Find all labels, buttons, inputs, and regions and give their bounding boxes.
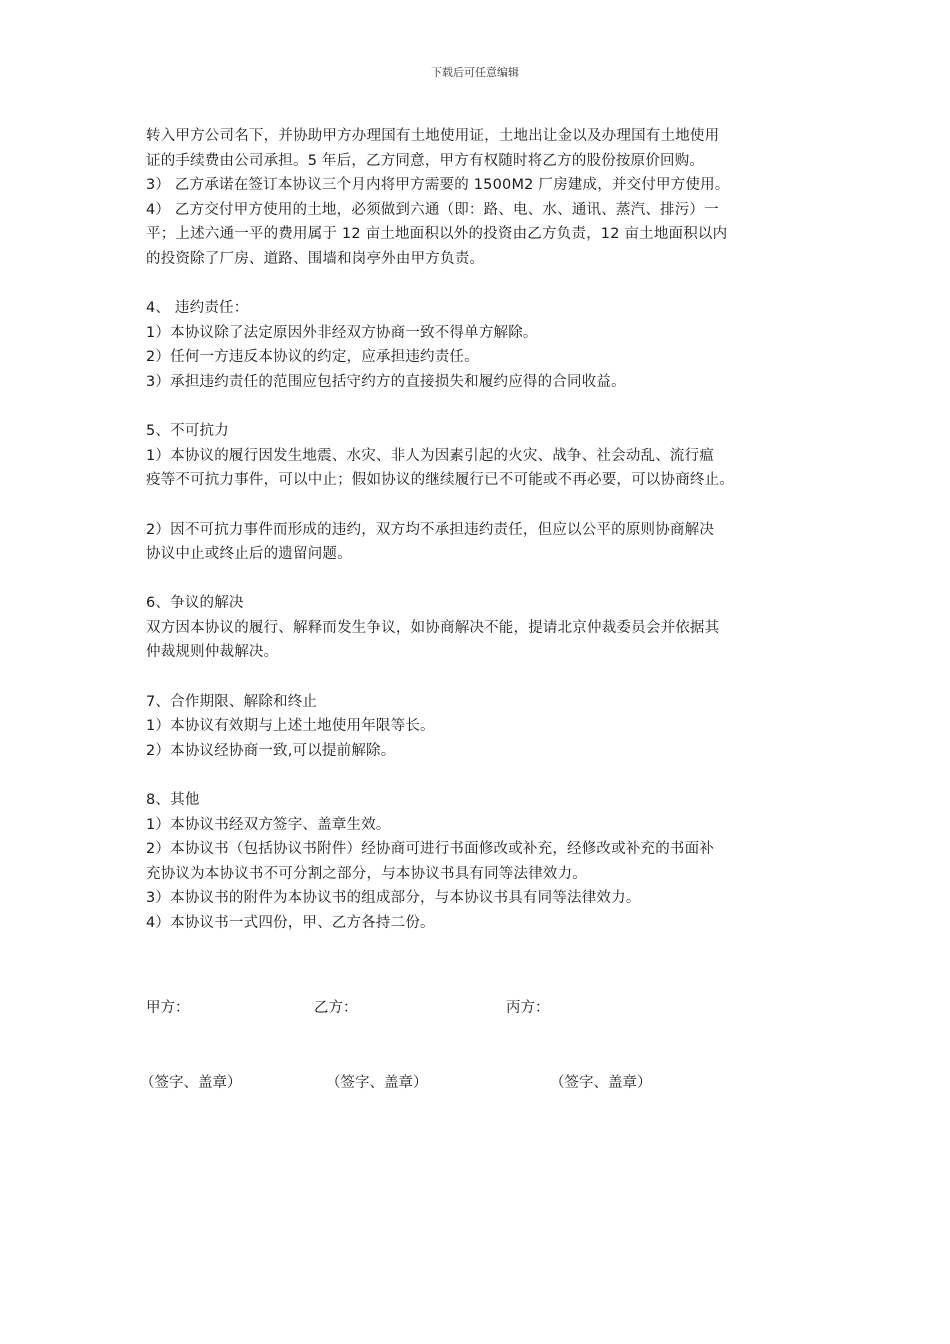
body-line: 4）本协议书一式四份，甲、乙方各持二份。 xyxy=(146,915,435,931)
party-c-label: 丙方： xyxy=(506,1000,550,1016)
page-header: 下载后可任意编辑 xyxy=(431,66,519,79)
blank-line xyxy=(146,763,826,788)
body-line: 2）因不可抗力事件而形成的违约，双方均不承担违约责任，但应以公平的原则协商解决 xyxy=(146,521,715,538)
body-line: 4） 乙方交付甲方使用的土地，必须做到六通（即：路、电、水、通讯、蒸汽、排污）一 xyxy=(146,201,719,218)
body-line: 协议中止或终止后的遗留问题。 xyxy=(146,546,352,563)
body-line: 1）本协议书经双方签字、盖章生效。 xyxy=(146,816,391,833)
body-line: 双方因本协议的履行、解释而发生争议，如协商解决不能，提请北京仲裁委员会并依据其 xyxy=(146,619,720,636)
body-line: 1）本协议除了法定原因外非经双方协商一致不得单方解除。 xyxy=(146,324,538,341)
blank-line xyxy=(146,493,826,518)
section-heading: 6、争议的解决 xyxy=(146,595,244,612)
blank-line xyxy=(146,395,826,420)
body-line: 转入甲方公司名下，并协助甲方办理国有土地使用证，土地出让金以及办理国有土地使用 xyxy=(146,128,720,144)
blank-line xyxy=(146,665,826,690)
body-line: 3）本协议书的附件为本协议书的组成部分，与本协议书具有同等法律效力。 xyxy=(146,890,641,907)
body-line: 2）本协议经协商一致,可以提前解除。 xyxy=(146,742,396,759)
party-b-seal-note: （签字、盖章） xyxy=(326,1075,428,1091)
party-c-seal-note: （签字、盖章） xyxy=(550,1075,652,1091)
body-line: 2）本协议书（包括协议书附件）经协商可进行书面修改或补充，经修改或补充的书面补 xyxy=(146,841,715,858)
section-heading: 8、其他 xyxy=(146,792,200,809)
document-body xyxy=(146,124,826,936)
body-line: 1）本协议的履行因发生地震、水灾、非人为因素引起的火灾、战争、社会动乱、流行瘟 xyxy=(146,447,715,464)
party-a-seal-note: （签字、盖章） xyxy=(140,1075,242,1091)
party-b-label: 乙方： xyxy=(314,1000,358,1016)
section-heading: 4、 违约责任： xyxy=(146,300,249,317)
body-line: 的投资除了厂房、道路、围墙和岗亭外由甲方负责。 xyxy=(146,250,485,267)
body-line: 平；上述六通一平的费用属于 12 亩土地面积以外的投资由乙方负责，12 亩土地面积以内 xyxy=(146,226,728,243)
blank-line xyxy=(146,567,826,592)
body-line: 仲裁规则仲裁解决。 xyxy=(146,644,279,661)
body-line: 1）本协议有效期与上述土地使用年限等长。 xyxy=(146,718,435,735)
section-heading: 7、合作期限、解除和终止 xyxy=(146,693,318,710)
party-a-label: 甲方： xyxy=(146,1000,190,1016)
body-line: 充协议为本协议书不可分割之部分，与本协议书具有同等法律效力。 xyxy=(146,865,587,882)
body-line: 3） 乙方承诺在签订本协议三个月内将甲方需要的 1500M2 厂房建成，并交付甲方使用。 xyxy=(146,177,730,194)
body-line: 2）任何一方违反本协议的约定，应承担违约责任。 xyxy=(146,349,479,366)
blank-line xyxy=(146,272,826,297)
body-line: 疫等不可抗力事件，可以中止；假如协议的继续履行已不可能或不再必要，可以协商终止。 xyxy=(146,472,734,489)
body-line: 3）承担违约责任的范围应包括守约方的直接损失和履约应得的合同收益。 xyxy=(146,373,626,390)
section-heading: 5、不可抗力 xyxy=(146,423,229,440)
body-line: 证的手续费由公司承担。5 年后，乙方同意，甲方有权随时将乙方的股份按原价回购。 xyxy=(146,152,705,169)
